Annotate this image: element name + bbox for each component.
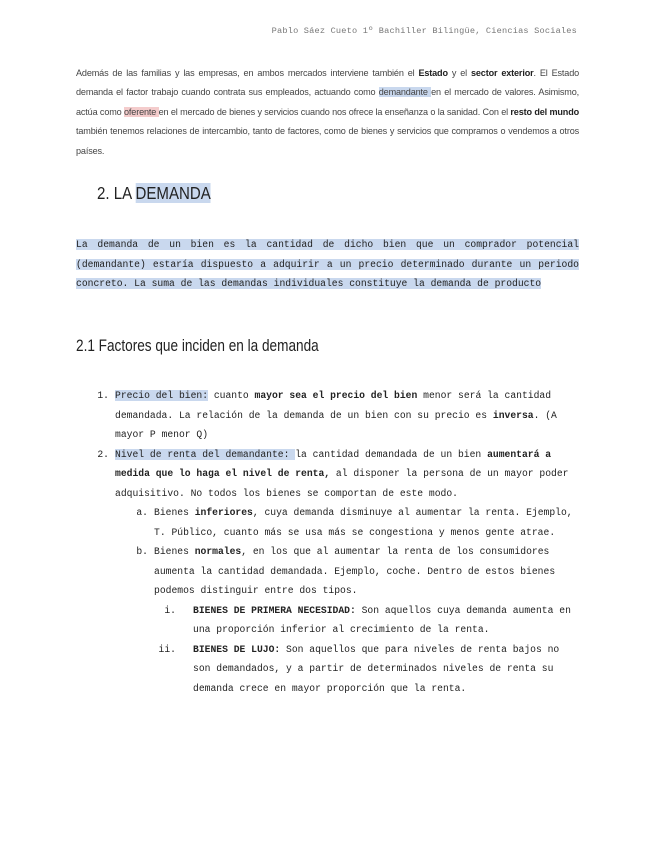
list-item: a. Bienes inferiores, cuya demanda disminuye al aumentar la renta. Ejemplo, T. Público, cuanto más se usa más se congestiona y menos gente atrae. xyxy=(136,507,573,538)
list-item: ii. BIENES DE LUJO: Son aquellos que para niveles de renta bajos no son demandados, y a partir de determinados niveles de renta su demanda crece en mayor proporción que la renta. xyxy=(158,643,560,694)
list-item: 2. Nivel de renta del demandante: la cantidad demandada de un bien aumentará a medida que lo haga el nivel de renta, al disponer la persona de un mayor poder adquisitivo. No todos los bienes se comportan de este modo. xyxy=(97,448,569,499)
list-item: 1. Precio del bien: cuanto mayor sea el precio del bien menor será la cantidad demandada. La relación de la demanda de un bien con su precio es inversa. (A mayor P menor Q) xyxy=(97,390,557,440)
page-header: Pablo Sáez Cueto 1º Bachiller Bilingüe, Ciencias Sociales xyxy=(271,26,577,36)
subsection-heading: 2.1 Factores que inciden en la demanda xyxy=(76,336,319,355)
list-item: b. Bienes normales, en los que al aumentar la renta de los consumidores aumenta la cantidad demandada. Ejemplo, coche. Dentro de estos bienes podemos distinguir entre dos tipos. xyxy=(136,546,556,596)
highlight-oferente: oferente xyxy=(124,106,159,117)
list-item: i. BIENES DE PRIMERA NECESIDAD: Son aquellos cuya demanda aumenta en una proporción inferior al crecimiento de la renta. xyxy=(164,604,571,635)
demand-definition: La demanda de un bien es la cantidad de dicho bien que un comprador potencial (demandante) estaría dispuesto a adquirir a un precio determinado durante un periodo concreto. La suma de las demandas individuales constituye la demanda de producto xyxy=(76,239,579,289)
intro-paragraph: Además de las familias y las empresas, en ambos mercados interviene también el Estado y el sector exterior. El Estado demanda el factor trabajo cuando contrata sus empleados, actuando como demandante en el mercado de valores. Asimismo, actúa como oferente en el mercado de bienes y servicios cuando nos ofrece la enseñanza o la sanidad. Con el resto del mundo también tenemos relaciones de intercambio, tanto de factores, como de bienes y servicios que compramos o vendemos a otros países. xyxy=(76,68,580,156)
section-heading-demanda: 2. LA DEMANDA xyxy=(97,183,211,203)
factors-list xyxy=(76,386,579,698)
highlight-demandante: demandante xyxy=(378,87,432,98)
